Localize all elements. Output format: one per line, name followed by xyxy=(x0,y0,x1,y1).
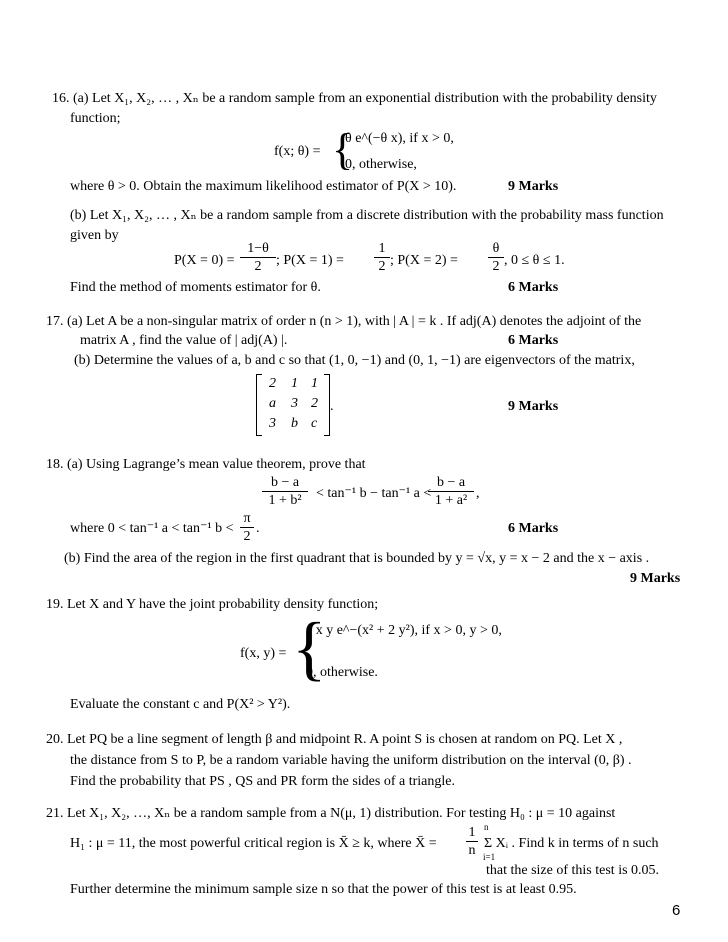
q16-pmf-p2-den: 2 xyxy=(492,259,500,274)
q18-right-den: 1 + a² xyxy=(434,493,468,508)
matrix-cell: 1 xyxy=(311,376,318,391)
q18-inequality-middle: < tan⁻¹ b − tan⁻¹ a < xyxy=(316,486,432,501)
q20-line3: Find the probability that PS , QS and PR form the sides of a triangle. xyxy=(70,774,455,789)
q16-pmf-p1-fraction xyxy=(374,240,390,275)
q19-intro: 19. Let X and Y have the joint probability density function; xyxy=(46,597,379,612)
q16-pmf-p2-fraction xyxy=(488,240,504,275)
q17a-intro: 17. (a) Let A be a non-singular matrix of order n (n > 1), with | A | = k . If adj(A) denotes the adjoint of the xyxy=(46,314,642,329)
q18b-marks: 9 Marks xyxy=(630,571,681,586)
q21-line2b: Σ Xᵢ . Find k in terms of n such xyxy=(484,836,659,851)
q16-pmf-range: , 0 ≤ θ ≤ 1. xyxy=(504,253,565,268)
q19-pdf-brace: { xyxy=(292,608,327,688)
q16-pdf-brace: { xyxy=(332,125,354,174)
q18-left-num: b − a xyxy=(262,474,308,492)
matrix-cell: 2 xyxy=(311,396,318,411)
matrix-cell: 3 xyxy=(269,416,276,431)
matrix-cell: b xyxy=(291,416,298,431)
q16-pdf-case1: θ e^(−θ x), if x > 0, xyxy=(345,131,454,146)
q16a-marks: 9 Marks xyxy=(508,179,559,194)
q19-task: Evaluate the constant c and P(X² > Y²). xyxy=(70,697,291,712)
q19-pdf-case2: 0, otherwise. xyxy=(306,665,378,680)
q16a-task: where θ > 0. Obtain the maximum likelihood estimator of P(X > 10). xyxy=(70,179,457,194)
q21-line1: 21. Let X₁, X₂, …, Xₙ be a random sample from a N(μ, 1) distribution. For testing H₀ : μ = 10 against xyxy=(46,806,616,821)
q18a-where-dot: . xyxy=(256,521,260,536)
q21-mean-den: n xyxy=(468,843,476,858)
q17-matrix-dot: . xyxy=(330,399,334,414)
q20-line2: the distance from S to P, be a random variable having the uniform distribution on the interval (0, β) . xyxy=(70,753,632,768)
q21-line2a: H₁ : μ = 11, the most powerful critical region is X̄ ≥ k, where X̄ = xyxy=(70,836,437,851)
q16-pmf-p0: P(X = 0) = xyxy=(174,253,235,268)
q16-pmf-p0-num: 1−θ xyxy=(240,240,276,258)
matrix-cell: 1 xyxy=(291,376,298,391)
q16-pmf-p1-num: 1 xyxy=(374,240,390,258)
q17b-intro: (b) Determine the values of a, b and c so that (1, 0, −1) and (0, 1, −1) are eigenvectors of the matrix, xyxy=(74,353,635,368)
q20-line1: 20. Let PQ be a line segment of length β and midpoint R. A point S is chosen at random on PQ. Let X , xyxy=(46,732,623,747)
q16a-intro-cont: function; xyxy=(70,111,121,126)
q18a-intro: 18. (a) Using Lagrange’s mean value theorem, prove that xyxy=(46,457,366,472)
q16-pmf-p1-den: 2 xyxy=(378,259,386,274)
q16-pmf-p0-fraction xyxy=(240,240,276,275)
q18-pi-fraction xyxy=(240,510,254,545)
q16b-intro-cont: given by xyxy=(70,228,119,243)
q18-left-fraction xyxy=(262,474,308,509)
q19-pdf-case1: c x y e^−(x² + 2 y²), if x > 0, y > 0, xyxy=(306,623,502,638)
q21-mean-num: 1 xyxy=(466,824,478,842)
q21-sum-lower: i=1 xyxy=(483,852,496,862)
q18-left-den: 1 + b² xyxy=(268,493,302,508)
q16b-task: Find the method of moments estimator for θ. xyxy=(70,280,321,295)
q17a-marks: 6 Marks xyxy=(508,333,559,348)
q18a-where: where 0 < tan⁻¹ a < tan⁻¹ b < xyxy=(70,521,234,536)
matrix-cell: c xyxy=(311,416,318,431)
q16b-intro: (b) Let X₁, X₂, … , Xₙ be a random sample from a discrete distribution with the probability mass function xyxy=(70,208,664,223)
q21-line3: that the size of this test is 0.05. xyxy=(486,863,660,878)
q16a-intro: 16. (a) Let X₁, X₂, … , Xₙ be a random sample from an exponential distribution with the probability density xyxy=(52,91,657,106)
matrix-cell: 3 xyxy=(291,396,298,411)
q18-right-fraction xyxy=(428,474,474,509)
matrix-cell: a xyxy=(269,396,276,411)
q16-pmf-p2: ; P(X = 2) = xyxy=(390,253,458,268)
q18-right-num: b − a xyxy=(428,474,474,492)
q18b-task: (b) Find the area of the region in the first quadrant that is bounded by y = √x, y = x − 2 and the x − axis . xyxy=(64,551,650,566)
q18-pi-den: 2 xyxy=(243,529,251,544)
q16-pdf-lhs: f(x; θ) = xyxy=(274,144,321,159)
q16b-marks: 6 Marks xyxy=(508,280,559,295)
q21-mean-fraction xyxy=(466,824,478,859)
q17b-marks: 9 Marks xyxy=(508,399,559,414)
q16-pmf-p0-den: 2 xyxy=(254,259,262,274)
q17-matrix xyxy=(256,374,330,436)
q18a-marks: 6 Marks xyxy=(508,521,559,536)
q16-pmf-p1: ; P(X = 1) = xyxy=(276,253,344,268)
q21-line4: Further determine the minimum sample size n so that the power of this test is at least 0.95. xyxy=(70,882,577,897)
q18-inequality-comma: , xyxy=(476,486,480,501)
q19-pdf-lhs: f(x, y) = xyxy=(240,646,287,661)
matrix-cell: 2 xyxy=(269,376,276,391)
q17a-intro-cont: matrix A , find the value of | adj(A) |. xyxy=(80,333,288,348)
q21-sum-upper: n xyxy=(484,822,489,832)
q16-pmf-p2-num: θ xyxy=(488,240,504,258)
q18-pi-num: π xyxy=(240,510,254,528)
q16-pdf-case2: 0, otherwise, xyxy=(345,157,417,172)
page-number: 6 xyxy=(672,902,681,919)
